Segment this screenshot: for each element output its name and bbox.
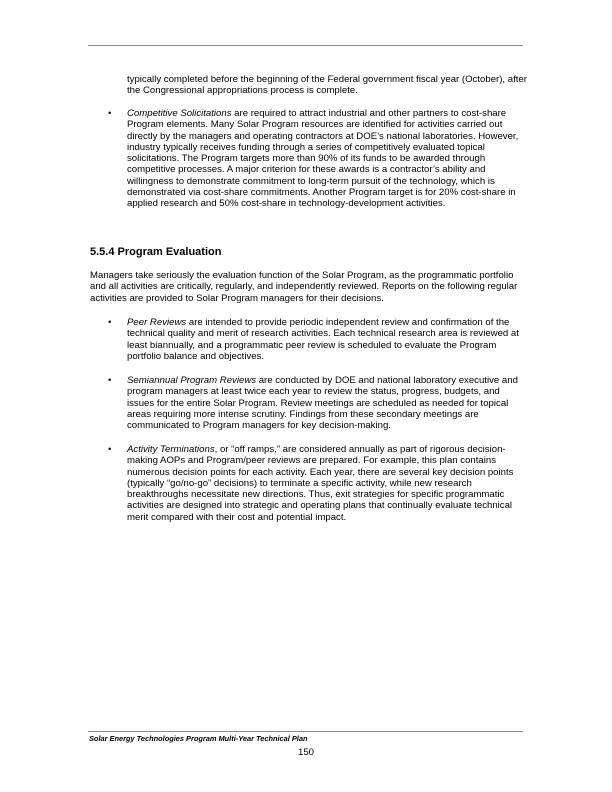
bullet-body: are required to attract industrial and other partners to cost-share Program elements. Many Solar Program resources are identified for activities carried out directly by the managers and operating contractors at DOE’s national laboratories. However, industry typically receives funding through a series of competitively evaluated topical solicitations. The Program targets more than 90% of its funds to be awarded through competitive processes. A major criterion for these awards is a contractor’s ability and willingness to demonstrate commitment to long-term pursuit of the technology, which is demonstrated via cost-share commitments. Another Program target is for 20% cost-share in applied research and 50% cost-share in technology-development activities. (127, 108, 519, 210)
bullet-term: Semiannual Program Reviews (127, 375, 257, 386)
footer-title: Solar Energy Technologies Program Multi-Year Technical Plan (89, 734, 308, 743)
bullet-body: are conducted by DOE and national laboratory executive and program managers at least twice each year to review the status, progress, budgets, and issues for the entire Solar Program. Review meetings are scheduled as needed for topical areas requiring more intense scrutiny. Findings from these secondary meetings are communicated to Program managers for key decision-making. (127, 375, 518, 432)
bullet-term: Peer Reviews (127, 317, 187, 328)
bullet-competitive-solicitations (127, 108, 527, 210)
footer-rule (88, 731, 523, 732)
bullet-body: are intended to provide periodic independent review and confirmation of the technical quality and merit of research activities. Each technical research area is reviewed at least biannually, and a programmatic peer review is scheduled to evaluate the Program portfolio balance and objectives. (127, 317, 519, 362)
bullet-body: , or “off ramps,” are considered annually as part of rigorous decision-making AOPs and Program/peer reviews are prepared. For example, this plan contains numerous decision points for each activity. Each year, there are several key decision points (typically “go/no-go” decisions) to terminate a specific activity, while new research breakthroughs necessitate new directions. Thus, exit strategies for specific programmatic activities are designed into strategic and operating plans that continually evaluate technical merit compared with their cost and potential impact. (127, 444, 514, 523)
page-number: 150 (297, 747, 314, 758)
bullet-icon: • (108, 444, 112, 455)
bullet-peer-reviews (127, 317, 527, 362)
bullet-icon: • (108, 108, 112, 119)
section-intro: Managers take seriously the evaluation function of the Solar Program, as the programmatic portfolio and all activities are critically, regularly, and independently reviewed. Reports on the following regular activities are provided to Solar Program managers for their decisions. (90, 270, 518, 304)
header-rule (88, 45, 523, 46)
continuation-paragraph: typically completed before the beginning of the Federal government fiscal year (October), after the Congressional appropriations process is complete. (127, 74, 527, 97)
bullet-term: Activity Terminations (127, 444, 215, 455)
bullet-semiannual-reviews (127, 375, 527, 431)
bullet-icon: • (108, 317, 112, 328)
bullet-activity-terminations (127, 444, 527, 523)
section-heading: 5.5.4 Program Evaluation (90, 246, 222, 258)
bullet-term: Competitive Solicitations (127, 108, 232, 119)
bullet-icon: • (108, 375, 112, 386)
